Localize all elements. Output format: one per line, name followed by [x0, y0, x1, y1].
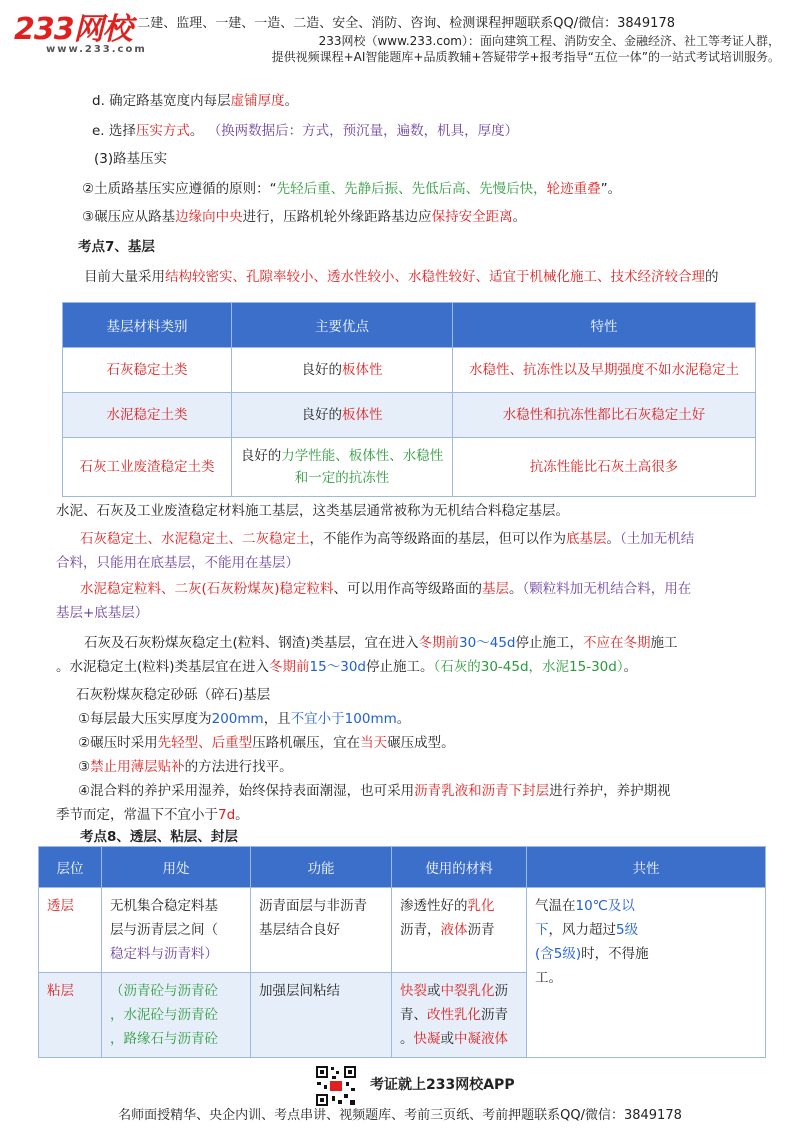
cell-use: 无机集合稳定料基 层与沥青层之间（ 稳定料与沥青料） — [102, 888, 251, 973]
page-header — [0, 0, 800, 72]
cell-material: 渗透性好的乳化 沥青，液体沥青 — [392, 888, 527, 973]
logo-text: 233网校 — [14, 12, 132, 47]
rule-3: ③禁止用薄层贴补的方法进行找平。 — [78, 759, 293, 775]
kp7-heading: 考点7、基层 — [78, 239, 155, 255]
base-intro: 目前大量采用结构较密实、孔隙率较小、透水性较小、水稳性较好、适宜于机械化施工、技术经济较合理的 — [84, 269, 719, 285]
table-row — [63, 393, 756, 438]
table-row — [39, 888, 766, 973]
table-row — [63, 438, 756, 497]
cell-function: 加强层间粘结 — [251, 973, 392, 1058]
cell-category: 石灰工业废渣稳定土类 — [63, 438, 232, 497]
table-header-row — [63, 303, 756, 348]
section-road-compaction: (3)路基压实 — [94, 151, 168, 167]
col-header: 特性 — [453, 303, 756, 348]
col-header: 基层材料类别 — [63, 303, 232, 348]
footer-title: 考证就上233网校APP — [370, 1077, 515, 1093]
rule-4: ④混合料的养护采用湿养，始终保持表面潮湿，也可采用沥青乳液和沥青下封层进行养护，养护期视 — [78, 783, 671, 799]
cell-feature: 水稳性、抗冻性以及早期强度不如水泥稳定土 — [453, 348, 756, 393]
base-material-table — [62, 302, 756, 497]
header-contact-line: 二建、监理、一建、一造、二造、安全、消防、咨询、检测课程押题联系QQ/微信：3849178 — [137, 16, 675, 31]
winter-stop-line-2: 。水泥稳定土(粒料)类基层宜在进入冬期前15～30d停止施工。（石灰的30-45d，水泥15-30d）。 — [56, 659, 638, 675]
cell-feature: 抗冻性能比石灰土高很多 — [453, 438, 756, 497]
cell-layer: 粘层 — [39, 973, 102, 1058]
logo-url: www.233.com — [46, 44, 147, 55]
lime-flyash-gravel-title: 石灰粉煤灰稳定砂砾（碎石)基层 — [76, 687, 271, 703]
page-footer — [0, 1060, 800, 1131]
principle-2: ②土质路基压实应遵循的原则：“先轻后重、先静后振、先低后高、先慢后快，轮迹重叠”。 — [82, 181, 622, 197]
high-grade-base-line: 水泥稳定粒料、二灰(石灰粉煤灰)稳定粒料、可以用作高等级路面的基层。（颗粒料加无机结合料，用在 — [80, 581, 692, 597]
winter-stop-line-1: 石灰及石灰粉煤灰稳定土(粒料、钢渣)类基层，宜在进入冬期前30～45d停止施工，不应在冬期施工 — [84, 635, 678, 651]
item-d: d. 确定路基宽度内每层虚铺厚度。 — [92, 93, 299, 109]
cell-category: 水泥稳定土类 — [63, 393, 232, 438]
cell-category: 石灰稳定土类 — [63, 348, 232, 393]
cell-advantage: 良好的板体性 — [232, 348, 453, 393]
subbase-only-note: 合料，只能用在底基层，不能用在基层） — [56, 555, 299, 571]
table-header-row — [39, 847, 766, 888]
rule-4-cont: 季节而定，常温下不宜小于7d。 — [56, 807, 249, 823]
rule-1: ①每层最大压实厚度为200mm，且不宜小于100mm。 — [78, 711, 411, 727]
high-grade-base-note: 基层+底基层） — [56, 605, 149, 621]
cell-layer: 透层 — [39, 888, 102, 973]
col-header: 共性 — [527, 847, 766, 888]
header-service-line: 提供视频课程+AI智能题库+品质教辅+答疑带学+报考指导“五位一体”的一站式考试培训服务。 — [271, 50, 780, 64]
principle-3: ③碾压应从路基边缘向中央进行，压路机轮外缘距路基边应保持安全距离。 — [82, 209, 527, 225]
cell-common: 气温在10℃及以 下，风力超过5级 (含5级)时，不得施 工。 — [527, 888, 766, 1058]
table-row — [63, 348, 756, 393]
footer-line: 名师面授精华、央企内训、考点串讲、视频题库、考前三页纸、考前押题联系QQ/微信：3849178 — [118, 1108, 682, 1123]
cell-advantage: 良好的力学性能、板体性、水稳性 和一定的抗冻性 — [232, 438, 453, 497]
item-e: e. 选择压实方式。 （换两数据后：方式，预沉量，遍数，机具，厚度） — [92, 123, 519, 139]
cell-advantage: 良好的板体性 — [232, 393, 453, 438]
header-intro-line: 233网校（www.233.com）：面向建筑工程、消防安全、金融经济、社工等考证人群， — [318, 34, 780, 48]
cell-use: （沥青砼与沥青砼 ，水泥砼与沥青砼 ，路缘石与沥青砼 — [102, 973, 251, 1058]
col-header: 用处 — [102, 847, 251, 888]
cell-function: 沥青面层与非沥青 基层结合良好 — [251, 888, 392, 973]
cell-feature: 水稳性和抗冻性都比石灰稳定土好 — [453, 393, 756, 438]
rule-2: ②碾压时采用先轻型、后重型压路机碾压，宜在当天碾压成型。 — [78, 735, 455, 751]
qr-code-icon — [314, 1064, 358, 1108]
kp8-heading: 考点8、透层、粘层、封层 — [80, 829, 238, 845]
col-header: 功能 — [251, 847, 392, 888]
col-header: 层位 — [39, 847, 102, 888]
col-header: 主要优点 — [232, 303, 453, 348]
cell-material: 快裂或中裂乳化沥 青、改性乳化沥青 。快凝或中凝液体 — [392, 973, 527, 1058]
subbase-only-line: 石灰稳定土、水泥稳定土、二灰稳定土，不能作为高等级路面的基层，但可以作为底基层。（土加无机结 — [80, 531, 695, 547]
col-header: 使用的材料 — [392, 847, 527, 888]
layer-table — [38, 846, 766, 1058]
inorganic-base-definition: 水泥、石灰及工业废渣稳定材料施工基层，这类基层通常被称为无机结合料稳定基层。 — [56, 503, 569, 519]
